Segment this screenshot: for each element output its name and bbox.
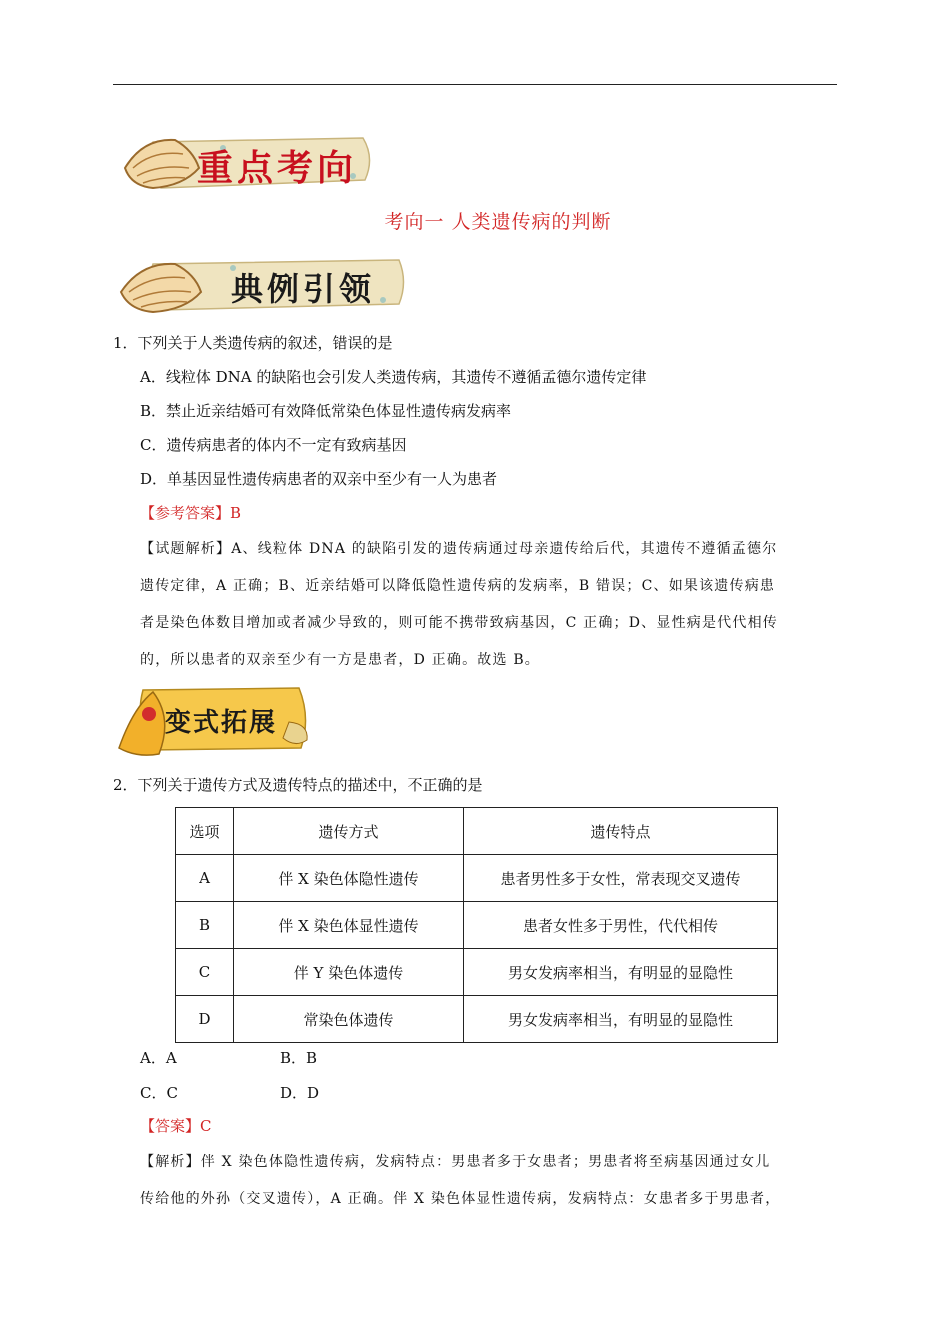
variant-banner <box>113 678 313 760</box>
table-row <box>176 855 778 902</box>
q1-option-d: D．单基因显性遗传病患者的双亲中至少有一人为患者 <box>140 470 498 488</box>
q2-choice-a: A．A <box>140 1049 177 1067</box>
table-cell: 男女发病率相当，有明显的显隐性 <box>464 949 778 996</box>
table-header-cell: 选项 <box>176 808 234 855</box>
q1-option-a: A．线粒体 DNA 的缺陷也会引发人类遗传病，其遗传不遵循孟德尔遗传定律 <box>140 368 647 386</box>
table-header-row <box>176 808 778 855</box>
variant-banner-title: 变式拓展 <box>165 708 278 738</box>
section-title: 考向一 人类遗传病的判断 <box>384 211 612 233</box>
table-row <box>176 949 778 996</box>
q2-choice-c: C．C <box>140 1084 178 1102</box>
header-rule <box>113 84 837 85</box>
table-row <box>176 996 778 1043</box>
table-cell: 伴 X 染色体隐性遗传 <box>234 855 464 902</box>
table-row <box>176 902 778 949</box>
table-cell: A <box>176 855 234 902</box>
focus-banner <box>113 128 375 196</box>
q1-option-c: C．遗传病患者的体内不一定有致病基因 <box>140 436 407 454</box>
example-banner-title: 典例引领 <box>231 270 376 308</box>
q1-analysis-line: 【试题解析】A、线粒体 DNA 的缺陷引发的遗传病通过母亲遗传给后代，其遗传不遵循孟德尔 <box>140 541 778 557</box>
table-cell: 患者男性多于女性，常表现交叉遗传 <box>464 855 778 902</box>
example-banner <box>113 250 408 318</box>
q2-answer-label: 【答案】 <box>140 1117 201 1135</box>
table-cell: 患者女性多于男性，代代相传 <box>464 902 778 949</box>
focus-banner-title: 重点考向 <box>197 147 358 189</box>
q1-answer-label: 【参考答案】 <box>140 504 231 522</box>
q2-table <box>175 807 778 1043</box>
q1-option-b: B．禁止近亲结婚可有效降低常染色体显性遗传病发病率 <box>140 402 512 420</box>
q2-choice-d: D．D <box>280 1084 320 1102</box>
q2-analysis-line: 传给他的外孙（交叉遗传），A 正确。伴 X 染色体显性遗传病，发病特点：女患者多于男患者， <box>140 1191 781 1207</box>
q2-stem: 2．下列关于遗传方式及遗传特点的描述中，不正确的是 <box>113 776 483 794</box>
q1-analysis-line: 遗传定律，A 正确；B、近亲结婚可以降低隐性遗传病的发病率，B 错误；C、如果该遗传病患 <box>140 578 776 594</box>
q1-answer <box>140 503 241 523</box>
q1-analysis-line: 者是染色体数目增加或者减少导致的，则可能不携带致病基因，C 正确；D、显性病是代代相传 <box>140 615 778 631</box>
table-header-cell: 遗传方式 <box>234 808 464 855</box>
table-cell: 常染色体遗传 <box>234 996 464 1043</box>
q2-choice-b: B．B <box>280 1049 318 1067</box>
table-cell: D <box>176 996 234 1043</box>
q2-answer-value: C <box>200 1117 212 1135</box>
table-cell: 伴 Y 染色体遗传 <box>234 949 464 996</box>
q1-analysis-line: 的，所以患者的双亲至少有一方是患者，D 正确。故选 B。 <box>140 652 541 668</box>
q2-answer <box>140 1116 212 1136</box>
q1-stem: 1．下列关于人类遗传病的叙述，错误的是 <box>113 334 393 352</box>
q2-analysis-line: 【解析】伴 X 染色体隐性遗传病，发病特点：男患者多于女患者；男患者将至病基因通过女儿 <box>140 1154 771 1170</box>
q1-answer-value: B <box>230 504 242 522</box>
table-cell: C <box>176 949 234 996</box>
table-header-cell: 遗传特点 <box>464 808 778 855</box>
table-cell: B <box>176 902 234 949</box>
table-cell: 伴 X 染色体显性遗传 <box>234 902 464 949</box>
table-cell: 男女发病率相当，有明显的显隐性 <box>464 996 778 1043</box>
